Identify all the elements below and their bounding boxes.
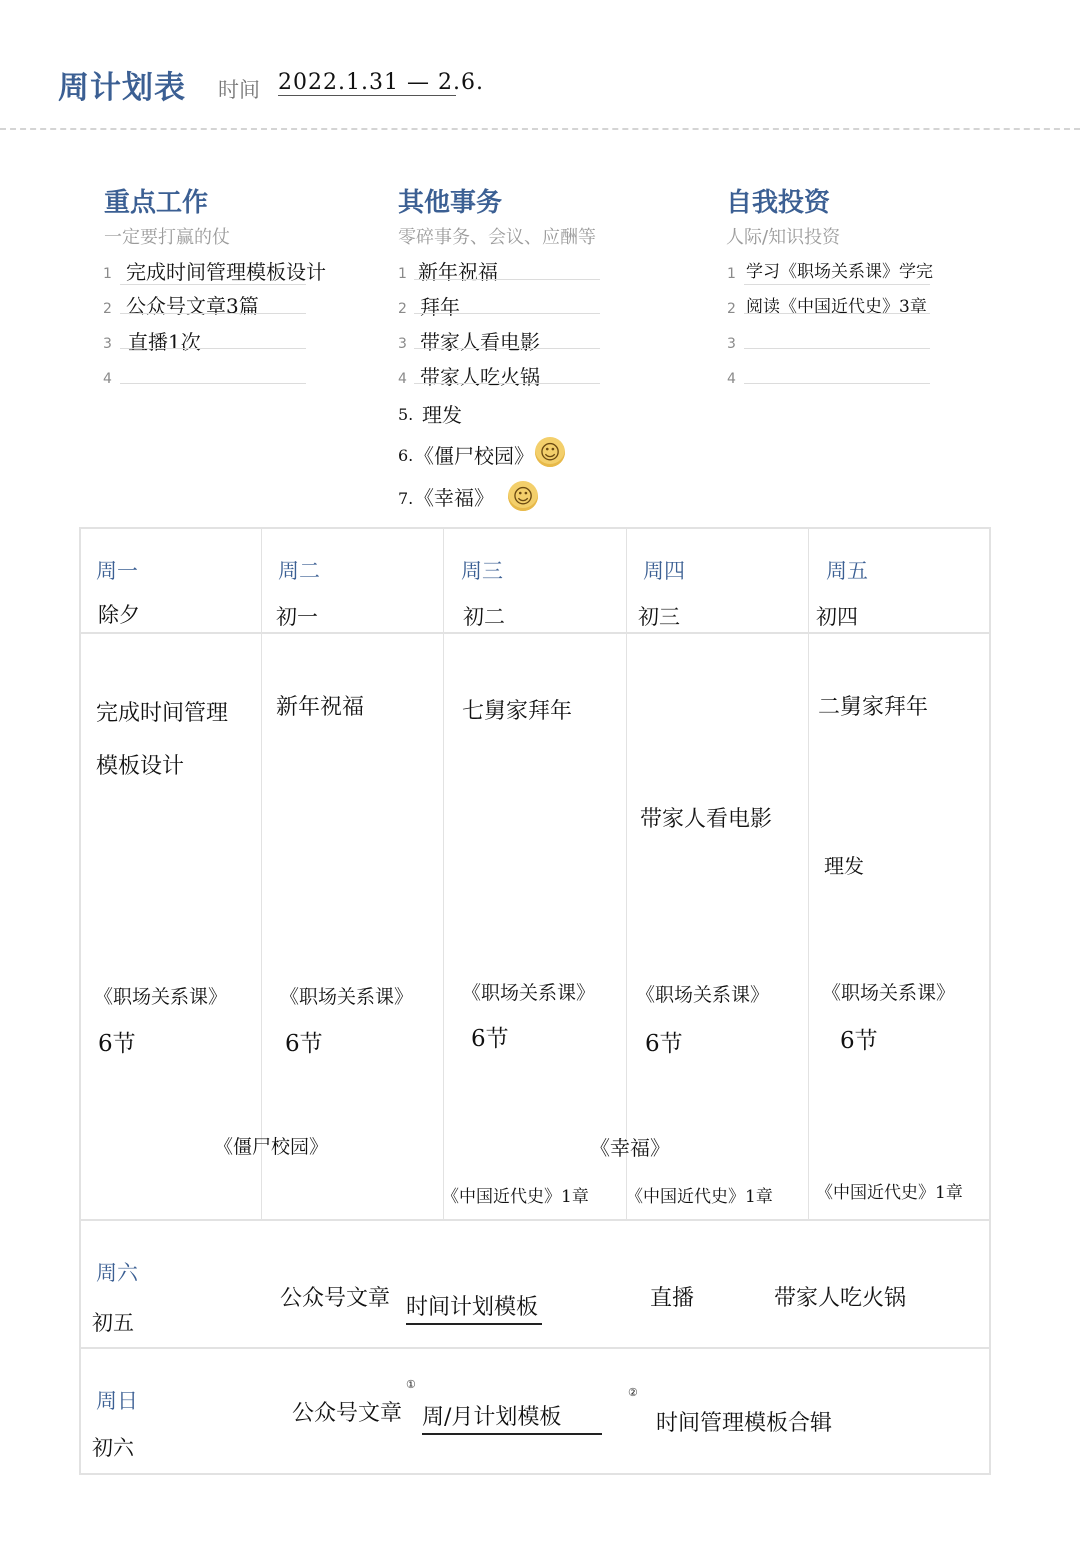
other-num-7: 7. [398, 489, 414, 508]
other-item-4[interactable]: 带家人吃火锅 [420, 365, 540, 389]
invest-line-3 [744, 348, 930, 349]
other-num-3: 3 [398, 336, 407, 352]
grid-divider [80, 632, 990, 634]
day-title-mon: 周一 [96, 559, 138, 583]
invest-item-1[interactable]: 学习《职场关系课》学完 [746, 262, 933, 282]
lunar-mon: 除夕 [98, 603, 140, 627]
key-work-item-2[interactable]: 公众号文章3篇 [126, 294, 259, 318]
other-num-1: 1 [398, 266, 407, 282]
study-amount-thu[interactable]: 6节 [645, 1031, 683, 1057]
sat-item1-prefix[interactable]: 公众号文章 [280, 1286, 391, 1311]
invest-item-2[interactable]: 阅读《中国近代史》3章 [746, 297, 927, 317]
invest-subtitle: 人际/知识投资 [726, 227, 841, 248]
reading-wed[interactable]: 《中国近代史》1章 [442, 1187, 589, 1207]
movie-2[interactable]: 《幸福》 [590, 1136, 670, 1160]
other-num-4: 4 [398, 371, 407, 387]
other-line-3 [414, 348, 600, 349]
page-title: 周计划表 [58, 70, 186, 106]
invest-line-1 [744, 284, 930, 285]
other-num-6: 6. [398, 446, 414, 465]
movie-1[interactable]: 《僵尸校园》 [214, 1136, 329, 1158]
other-item-6[interactable]: 《僵尸校园》 [414, 444, 534, 468]
sun-prefix[interactable]: 公众号文章 [292, 1401, 403, 1426]
invest-num-4: 4 [727, 371, 736, 387]
sat-item3[interactable]: 带家人吃火锅 [774, 1286, 907, 1311]
key-work-line-1 [120, 284, 306, 285]
day-title-thu: 周四 [643, 559, 685, 583]
lunar-thu: 初三 [638, 605, 680, 629]
invest-line-2 [744, 313, 930, 314]
grid-divider [80, 1347, 990, 1349]
key-work-num-4: 4 [103, 371, 112, 387]
other-item-7[interactable]: 《幸福》 [414, 486, 494, 510]
key-work-num-3: 3 [103, 336, 112, 352]
header-divider [0, 128, 1080, 130]
invest-line-4 [744, 383, 930, 384]
key-work-title: 重点工作 [104, 188, 209, 218]
task-fri-1[interactable]: 二舅家拜年 [818, 695, 929, 720]
study-mon[interactable]: 《职场关系课》 [94, 986, 228, 1008]
other-line-1 [414, 279, 600, 280]
key-work-num-1: 1 [103, 266, 112, 282]
sat-item2[interactable]: 直播 [650, 1286, 695, 1311]
study-fri[interactable]: 《职场关系课》 [822, 982, 956, 1004]
day-title-tue: 周二 [278, 559, 320, 583]
key-work-line-2 [120, 313, 306, 314]
task-wed-1[interactable]: 七舅家拜年 [462, 699, 573, 724]
day-title-wed: 周三 [461, 559, 503, 583]
invest-num-1: 1 [727, 266, 736, 282]
other-item-1[interactable]: 新年祝福 [418, 260, 498, 284]
sun-topic-1[interactable]: 周/月计划模板 [422, 1400, 602, 1435]
task-tue-1[interactable]: 新年祝福 [276, 695, 365, 720]
other-item-2[interactable]: 拜年 [420, 295, 460, 319]
other-line-2 [414, 313, 600, 314]
lunar-tue: 初一 [276, 605, 318, 629]
lunar-sun: 初六 [92, 1436, 134, 1460]
study-thu[interactable]: 《职场关系课》 [636, 984, 770, 1006]
day-title-sun: 周日 [96, 1389, 138, 1413]
key-work-item-3[interactable]: 直播1次 [128, 330, 201, 354]
task-mon-2[interactable]: 模板设计 [96, 754, 185, 779]
task-thu-1[interactable]: 带家人看电影 [640, 807, 773, 832]
study-amount-tue[interactable]: 6节 [285, 1031, 323, 1057]
study-amount-fri[interactable]: 6节 [840, 1028, 878, 1054]
other-line-4 [414, 383, 600, 384]
sun-topic-2[interactable]: 时间管理模板合辑 [656, 1411, 833, 1436]
invest-num-3: 3 [727, 336, 736, 352]
key-work-subtitle: 一定要打赢的仗 [104, 227, 230, 248]
invest-num-2: 2 [727, 301, 736, 317]
reading-thu[interactable]: 《中国近代史》1章 [626, 1187, 773, 1207]
smiley-icon: ☺ [508, 481, 538, 511]
study-amount-mon[interactable]: 6节 [98, 1031, 136, 1057]
key-work-item-1[interactable]: 完成时间管理模板设计 [126, 260, 326, 284]
lunar-wed: 初二 [463, 605, 505, 629]
date-label: 时间 [218, 78, 260, 102]
key-work-line-3 [120, 348, 306, 349]
invest-title: 自我投资 [726, 188, 831, 218]
smiley-icon: ☺ [535, 437, 565, 467]
sat-item1-topic[interactable]: 时间计划模板 [406, 1290, 542, 1325]
grid-divider [80, 1219, 990, 1221]
sun-mark-2: ② [628, 1386, 638, 1399]
day-title-sat: 周六 [96, 1261, 138, 1285]
study-tue[interactable]: 《职场关系课》 [280, 986, 414, 1008]
study-wed[interactable]: 《职场关系课》 [462, 982, 596, 1004]
day-title-fri: 周五 [826, 559, 868, 583]
reading-fri[interactable]: 《中国近代史》1章 [816, 1183, 963, 1203]
other-item-3[interactable]: 带家人看电影 [420, 330, 540, 354]
task-mon-1[interactable]: 完成时间管理 [96, 701, 229, 726]
other-num-2: 2 [398, 301, 407, 317]
sun-mark-1: ① [406, 1378, 416, 1391]
other-num-5: 5. [398, 405, 414, 424]
other-item-5[interactable]: 理发 [422, 403, 462, 427]
other-title: 其他事务 [398, 188, 503, 218]
study-amount-wed[interactable]: 6节 [471, 1026, 509, 1052]
lunar-fri: 初四 [816, 605, 858, 629]
other-subtitle: 零碎事务、会议、应酬等 [398, 227, 596, 248]
date-value[interactable]: 2022.1.31 — 2.6. [278, 70, 484, 95]
lunar-sat: 初五 [92, 1311, 134, 1335]
key-work-num-2: 2 [103, 301, 112, 317]
task-fri-2[interactable]: 理发 [824, 854, 864, 878]
key-work-line-4 [120, 383, 306, 384]
